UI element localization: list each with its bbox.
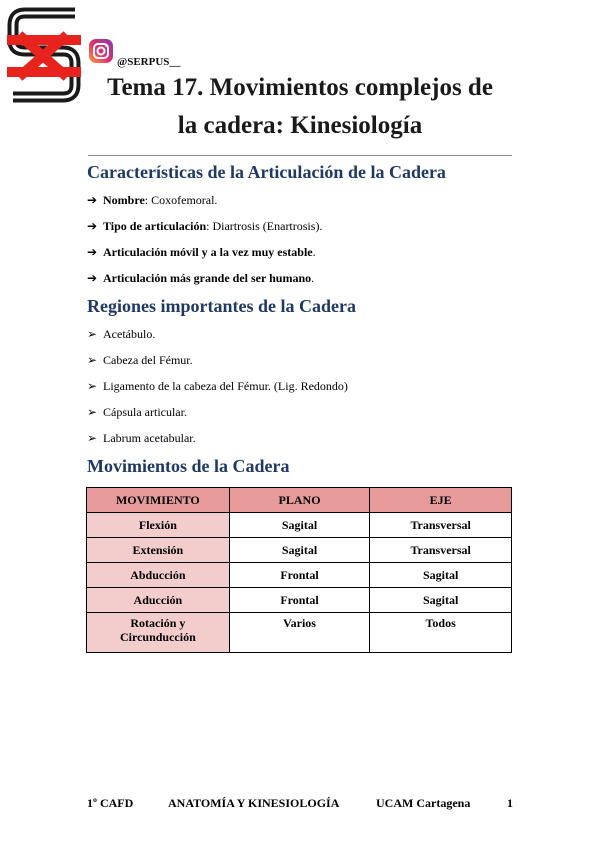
arrow-right-icon: ➔: [87, 245, 98, 259]
table-cell: Sagital: [229, 513, 370, 538]
table-cell: Abducción: [87, 563, 230, 588]
table-cell: Transversal: [370, 513, 512, 538]
triangle-bullet-icon: ➢: [87, 353, 98, 367]
triangle-bullet-icon: ➢: [87, 405, 98, 419]
arrow-right-icon: ➔: [87, 193, 98, 207]
table-row: [87, 588, 512, 613]
list-item: ➔ Articulación más grande del ser humano.: [87, 271, 315, 285]
table-cell: Extensión: [87, 538, 230, 563]
list-item: ➔ Articulación móvil y a la vez muy estable.: [87, 245, 316, 259]
page-title-line-1: Tema 17. Movimientos complejos de: [107, 74, 493, 101]
table-row: [87, 613, 512, 653]
table-row: [87, 538, 512, 563]
section-heading-regiones: Regiones importantes de la Cadera: [87, 296, 356, 316]
triangle-bullet-icon: ➢: [87, 379, 98, 393]
page-title-line-2: la cadera: Kinesiología: [177, 112, 423, 139]
list-item: ➢ Ligamento de la cabeza del Fémur. (Lig. Redondo): [87, 379, 348, 393]
column-header-plano: PLANO: [229, 488, 370, 513]
table-cell: Varios: [229, 613, 370, 653]
table-header-row: [87, 488, 512, 513]
footer-subject: ANATOMÍA Y KINESIOLOGÍA: [168, 796, 340, 810]
title-divider: [88, 155, 512, 156]
footer-course: 1º CAFD: [87, 796, 134, 810]
table-row: [87, 563, 512, 588]
table-cell: Rotación y Circunducción: [87, 613, 230, 653]
section-heading-movimientos: Movimientos de la Cadera: [87, 456, 290, 476]
list-item: ➢ Acetábulo.: [87, 327, 156, 341]
section-heading-caracteristicas: Características de la Articulación de la Cadera: [87, 162, 446, 182]
table-cell: Transversal: [370, 538, 512, 563]
footer-university: UCAM Cartagena: [376, 796, 471, 810]
column-header-movimiento: MOVIMIENTO: [87, 488, 230, 513]
list-item: ➔ Nombre: Coxofemoral.: [87, 193, 218, 207]
table-cell: Frontal: [229, 563, 370, 588]
list-item: ➢ Labrum acetabular.: [87, 431, 196, 445]
arrow-right-icon: ➔: [87, 219, 98, 233]
triangle-bullet-icon: ➢: [87, 327, 98, 341]
triangle-bullet-icon: ➢: [87, 431, 98, 445]
page-number: 1: [507, 796, 513, 810]
instagram-icon: [88, 38, 114, 64]
table-cell: Sagital: [370, 563, 512, 588]
table-cell: Sagital: [229, 538, 370, 563]
list-item: ➔ Tipo de articulación: Diartrosis (Enartrosis).: [87, 219, 323, 233]
table-row: [87, 513, 512, 538]
table-cell: Todos: [370, 613, 512, 653]
table-cell: Frontal: [229, 588, 370, 613]
movements-table: [86, 487, 512, 653]
table-cell: Sagital: [370, 588, 512, 613]
instagram-handle: @SERPUS__: [117, 56, 181, 68]
list-item: ➢ Cabeza del Fémur.: [87, 353, 193, 367]
column-header-eje: EJE: [370, 488, 512, 513]
arrow-right-icon: ➔: [87, 271, 98, 285]
table-cell: Flexión: [87, 513, 230, 538]
list-item: ➢ Cápsula articular.: [87, 405, 187, 419]
table-cell: Aducción: [87, 588, 230, 613]
